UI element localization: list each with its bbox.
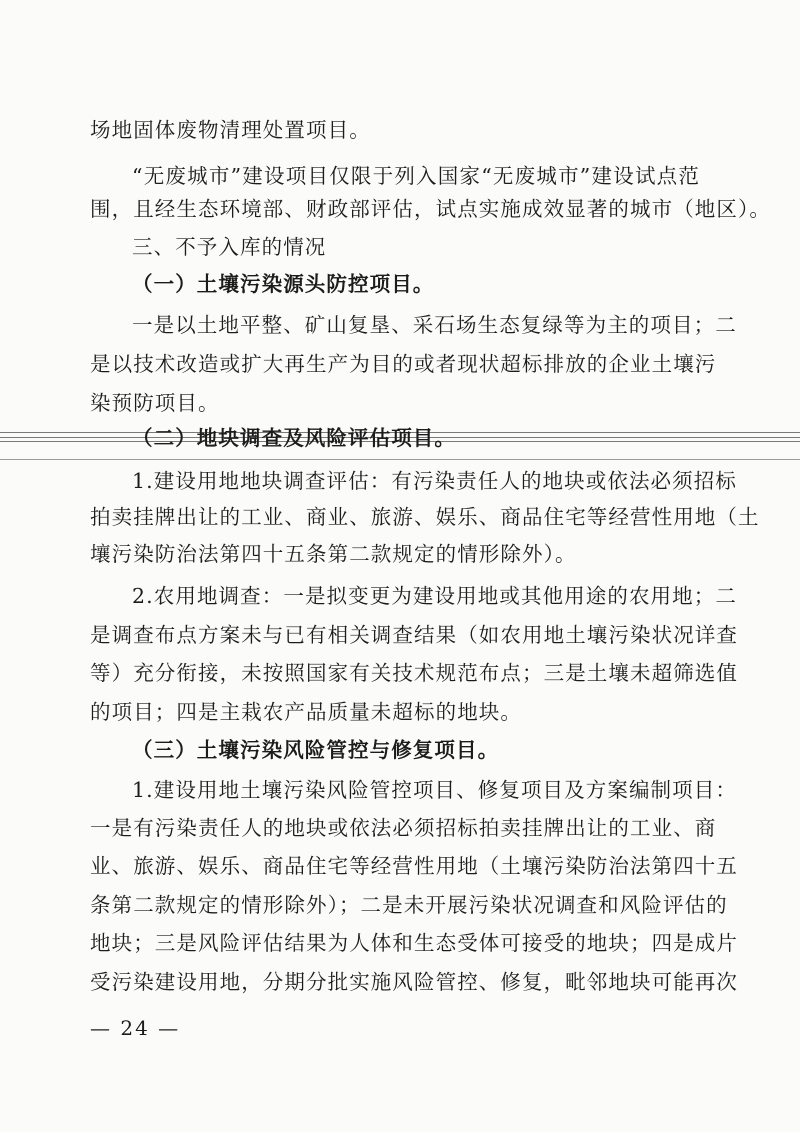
paragraph-line: 壤污染防治法第四十五条第二款规定的情形除外）。 (90, 542, 577, 566)
paragraph-line: 1.建设用地地块调查评估：有污染责任人的地块或依法必须招标 (132, 469, 737, 493)
section-heading: 三、不予入库的情况 (132, 235, 327, 259)
scan-rule (0, 459, 800, 460)
paragraph-line: “无废城市”建设项目仅限于列入国家“无废城市”建设试点范 (132, 164, 700, 188)
paragraph-line: 一是以土地平整、矿山复垦、采石场生态复绿等为主的项目；二 (132, 313, 737, 337)
paragraph-line: 染预防项目。 (90, 391, 220, 415)
paragraph-line: 条第二款规定的情形除外）；二是未开展污染状况调查和风险评估的 (90, 893, 728, 917)
paragraph-line: 是调查布点方案未与已有相关调查结果（如农用地土壤污染状况详查 (90, 623, 738, 647)
paragraph-line: 一是有污染责任人的地块或依法必须招标拍卖挂牌出让的工业、商 (90, 816, 717, 840)
subsection-heading: （三）土壤污染风险管控与修复项目。 (132, 738, 500, 762)
paragraph-line: 场地固体废物清理处置项目。 (90, 118, 371, 142)
paragraph-line: 拍卖挂牌出让的工业、商业、旅游、娱乐、商品住宅等经营性用地（土 (90, 505, 760, 529)
paragraph-line: 1.建设用地土壤污染风险管控项目、修复项目及方案编制项目： (132, 778, 737, 802)
page-number: — 24 — (90, 1016, 181, 1040)
paragraph-line: 等）充分衔接，未按照国家有关技术规范布点；三是土壤未超筛选值 (90, 661, 738, 685)
paragraph-line: 地块；三是风险评估结果为人体和生态受体可接受的地块；四是成片 (90, 931, 738, 955)
subsection-heading: （二）地块调查及风险评估项目。 (132, 426, 456, 450)
paragraph-line: 2.农用地调查：一是拟变更为建设用地或其他用途的农用地；二 (132, 584, 737, 608)
paragraph-line: 业、旅游、娱乐、商品住宅等经营性用地（土壤污染防治法第四十五 (90, 854, 738, 878)
paragraph-line: 的项目；四是主栽农产品质量未超标的地块。 (90, 700, 522, 724)
paragraph-line: 围，且经生态环境部、财政部评估，试点实施成效显著的城市（地区）。 (90, 197, 771, 221)
paragraph-line: 受污染建设用地，分期分批实施风险管控、修复，毗邻地块可能再次 (90, 970, 738, 994)
subsection-heading: （一）土壤污染源头防控项目。 (132, 272, 435, 296)
paragraph-line: 是以技术改造或扩大再生产为目的或者现状超标排放的企业土壤污 (90, 352, 717, 376)
